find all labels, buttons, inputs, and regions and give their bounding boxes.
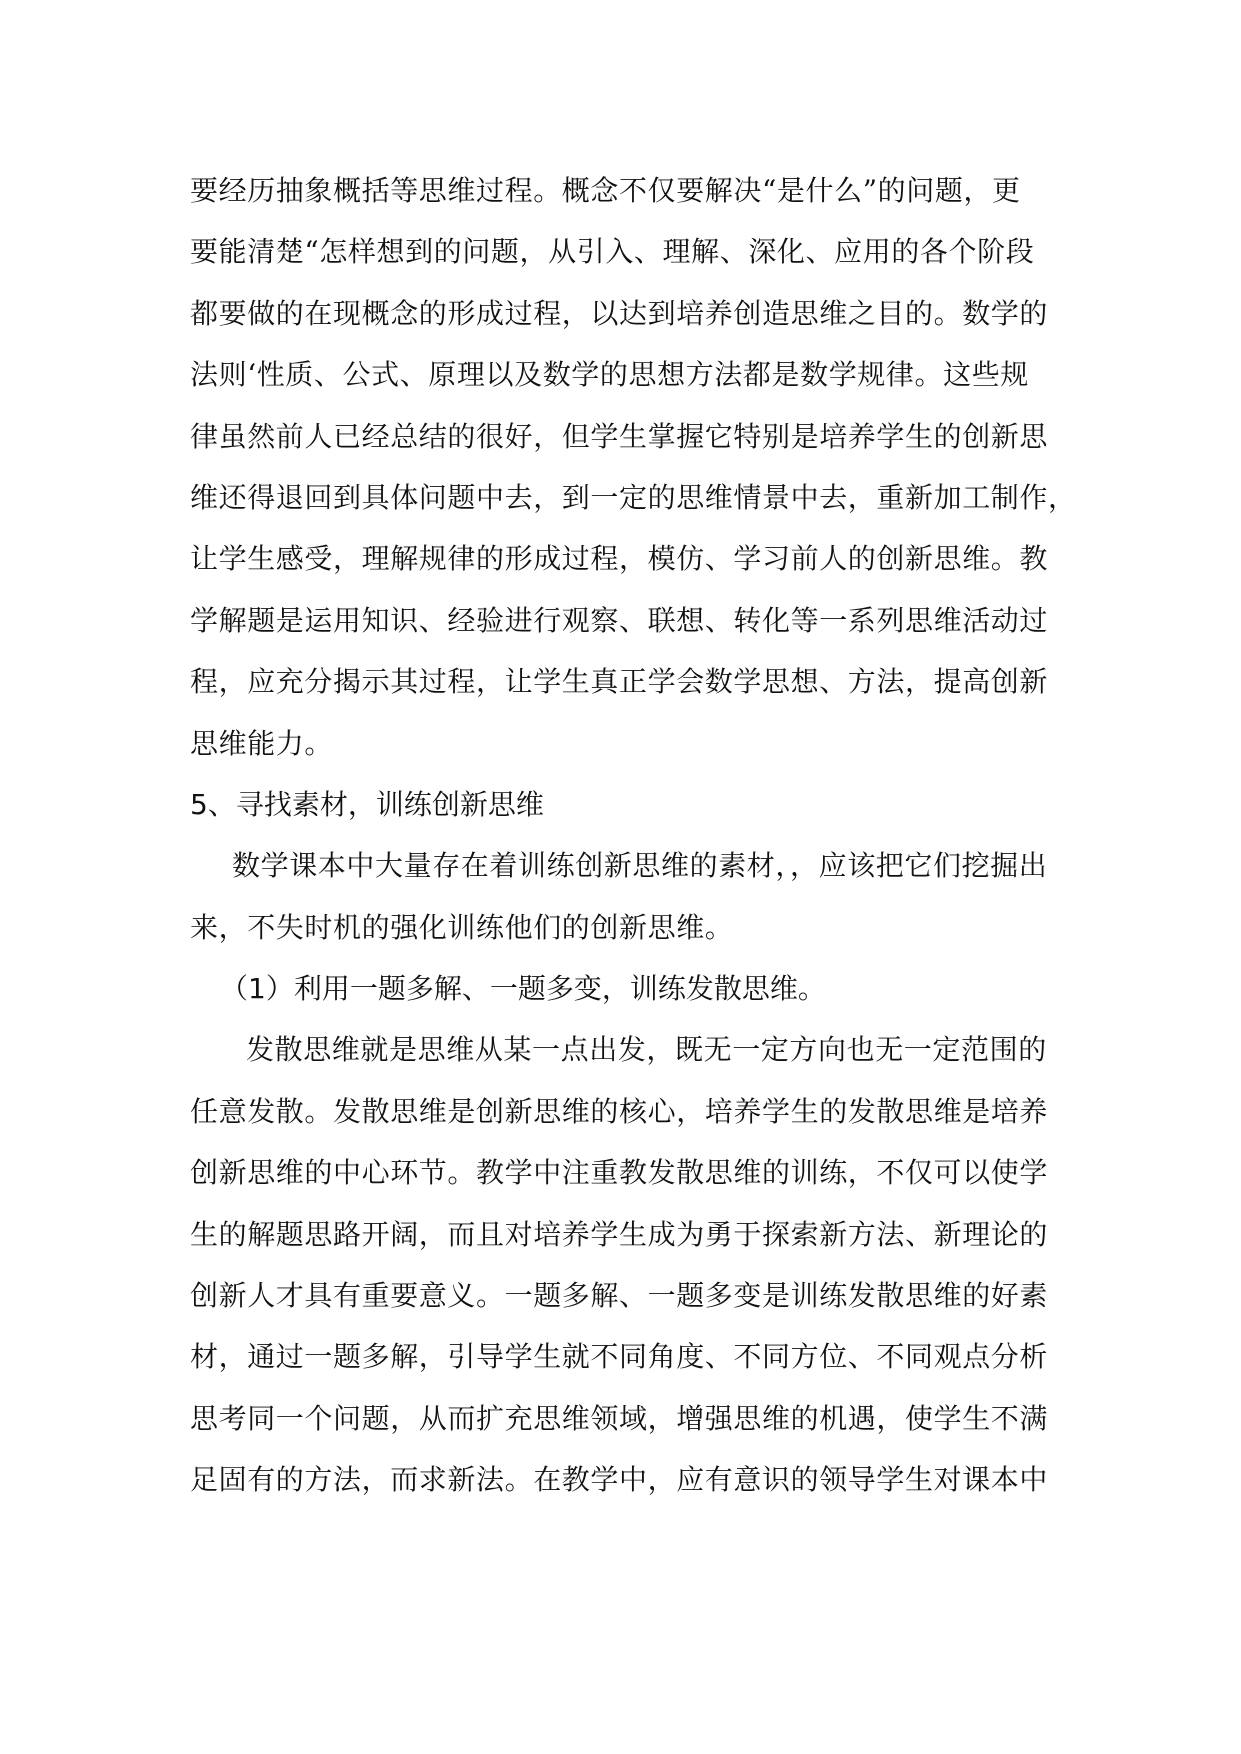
text-line: 法则‘性质、公式、原理以及数学的思想方法都是数学规律。这些规 xyxy=(190,358,1029,392)
text-line: 律虽然前人已经总结的很好，但学生掌握它特别是培养学生的创新思 xyxy=(190,419,1049,453)
text-line: 程，应充分揭示其过程，让学生真正学会数学思想、方法，提高创新 xyxy=(190,665,1049,699)
text-line: 思维能力。 xyxy=(190,726,334,760)
section-heading-5: 5、寻找素材，训练创新思维 xyxy=(190,787,544,821)
text-line: 来，不失时机的强化训练他们的创新思维。 xyxy=(190,910,734,944)
text-line: 学解题是运用知识、经验进行观察、联想、转化等一系列思维活动过 xyxy=(190,603,1049,637)
text-line: 材，通过一题多解，引导学生就不同角度、不同方位、不同观点分析 xyxy=(190,1340,1049,1374)
text-line: 都要做的在现概念的形成过程，以达到培养创造思维之目的。数学的 xyxy=(190,296,1049,330)
document-body xyxy=(190,160,1077,1511)
text-line: 足固有的方法，而求新法。在教学中，应有意识的领导学生对课本中 xyxy=(190,1463,1049,1497)
text-line: 创新思维的中心环节。教学中注重教发散思维的训练，不仅可以使学 xyxy=(190,1156,1049,1190)
text-line: 思考同一个问题，从而扩充思维领域，增强思维的机遇，使学生不满 xyxy=(190,1401,1049,1435)
text-line: 数学课本中大量存在着训练创新思维的素材，，应该把它们挖掘出 xyxy=(232,849,1048,883)
text-line: 创新人才具有重要意义。一题多解、一题多变是训练发散思维的好素 xyxy=(190,1279,1049,1313)
paragraph-divergent-thinking xyxy=(190,1019,1060,1510)
text-line: 让学生感受，理解规律的形成过程，模仿、学习前人的创新思维。教 xyxy=(190,542,1049,576)
text-line: 要经历抽象概括等思维过程。概念不仅要解决“是什么”的问题，更 xyxy=(190,174,1021,207)
paragraph-material xyxy=(190,835,1060,958)
paragraph-concept-rules xyxy=(190,160,1077,774)
text-line: 要能清楚“怎样想到的问题，从引入、理解、深化、应用的各个阶段 xyxy=(190,235,1035,269)
text-line: 生的解题思路开阔，而且对培养学生成为勇于探索新方法、新理论的 xyxy=(190,1217,1049,1251)
text-line: 维还得退回到具体问题中去，到一定的思维情景中去，重新加工制作， xyxy=(190,480,1077,514)
text-line: 发散思维就是思维从某一点出发，既无一定方向也无一定范围的 xyxy=(246,1033,1047,1067)
text-line: 任意发散。发散思维是创新思维的核心，培养学生的发散思维是培养 xyxy=(190,1094,1049,1128)
subsection-heading-1: （1）利用一题多解、一题多变，训练发散思维。 xyxy=(220,972,826,1006)
